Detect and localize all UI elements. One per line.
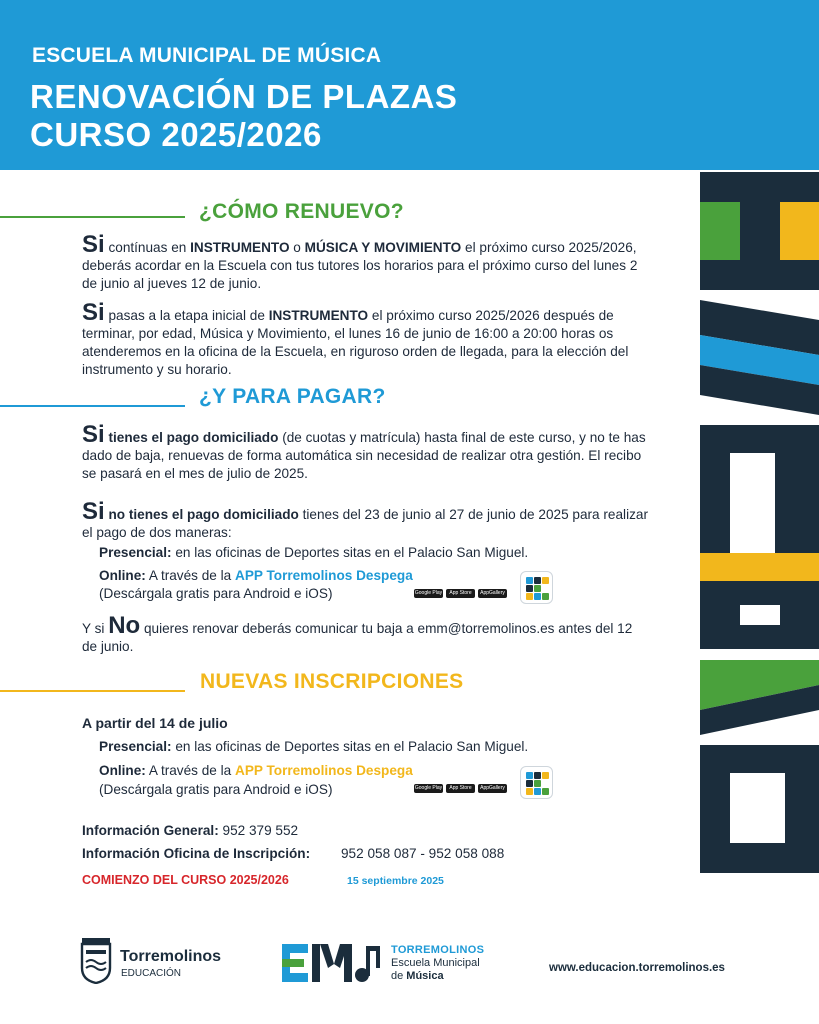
renew-heading: ¿CÓMO RENUEVO?: [199, 200, 404, 223]
renew-heading-rule: [0, 216, 185, 218]
decorative-letters-graphic: [695, 170, 819, 880]
app-icon[interactable]: [520, 766, 553, 799]
new-download-note: (Descárgala gratis para Android e iOS): [99, 782, 333, 797]
renew-paragraph-2: Si pasas a la etapa inicial de INSTRUMENTO el próximo curso 2025/2026 después de terminar, por edad, Música y Movimiento, el lunes 16 de junio de 16:00 a 20:00 horas os atenderemos en la oficina de la Escuela, en riguroso orden de llegada, para la elección del instrumento y su horario.: [82, 299, 629, 377]
app-store-badge[interactable]: App Store: [446, 589, 475, 598]
pay-paragraph-1: Si tienes el pago domiciliado (de cuotas y matrícula) hasta final de este curso, y no te has dado de baja, renuevas de forma automática sin necesidad de realizar otra gestión. El recibo se pasará en el mes de julio de 2025.: [82, 421, 646, 481]
new-presencial: Presencial: en las oficinas de Deportes sitas en el Palacio San Miguel.: [99, 739, 529, 754]
new-heading: NUEVAS INSCRIPCIONES: [200, 670, 464, 693]
course-start-label: COMIENZO DEL CURSO 2025/2026: [82, 873, 289, 887]
google-play-badge[interactable]: Google Play: [414, 590, 443, 596]
app-store-badge[interactable]: App Store: [446, 784, 475, 793]
new-app-link[interactable]: APP Torremolinos Despega: [235, 763, 413, 778]
torremolinos-crest-icon: [80, 938, 112, 984]
app-gallery-badge[interactable]: AppGallery: [478, 589, 507, 598]
course-start-date: 15 septiembre 2025: [347, 875, 444, 887]
website-link[interactable]: www.educacion.torremolinos.es: [549, 962, 725, 974]
pay-presencial: Presencial: en las oficinas de Deportes sitas en el Palacio San Miguel.: [99, 545, 529, 560]
torremolinos-logo-sub: EDUCACIÓN: [121, 968, 182, 979]
new-from-date: A partir del 14 de julio: [82, 715, 228, 731]
google-play-badge[interactable]: Google Play: [414, 785, 443, 791]
app-icon[interactable]: [520, 571, 553, 604]
emm-logo-mid: Escuela Municipal: [391, 957, 480, 969]
pay-heading-rule: [0, 405, 185, 407]
header-banner: [0, 0, 819, 170]
emm-logo-mark: [282, 944, 382, 982]
side-decorative-graphic: [695, 170, 819, 880]
pay-paragraph-2: Si no tienes el pago domiciliado tienes del 23 de junio al 27 de junio de 2025 para realizar el pago de dos maneras:: [82, 498, 648, 540]
info-office-phones: 952 058 087 - 952 058 088: [341, 846, 505, 861]
page-title-line1: RENOVACIÓN DE PLAZAS: [30, 78, 458, 115]
page-title-line2: CURSO 2025/2026: [30, 116, 322, 153]
pay-app-link[interactable]: APP Torremolinos Despega: [235, 568, 413, 583]
pay-download-note: (Descárgala gratis para Android e iOS): [99, 586, 333, 601]
renew-paragraph-1: Si contínuas en INSTRUMENTO o MÚSICA Y MOVIMIENTO el próximo curso 2025/2026, deberás acordar en la Escuela con tus tutores los horarios para el próximo curso del lunes 2 de junio al jueves 12 de junio.: [82, 231, 638, 291]
new-heading-rule: [0, 690, 185, 692]
pay-online: Online: A través de la APP Torremolinos Despega: [99, 568, 413, 583]
new-online: Online: A través de la APP Torremolinos Despega: [99, 763, 413, 778]
emm-logo-top: TORREMOLINOS: [391, 944, 485, 956]
pay-heading: ¿Y PARA PAGAR?: [199, 385, 386, 408]
app-gallery-badge[interactable]: AppGallery: [478, 784, 507, 793]
pay-paragraph-3: Y si No quieres renovar deberás comunicar tu baja a emm@torremolinos.es antes del 12 de junio.: [82, 612, 633, 654]
torremolinos-logo-name: Torremolinos: [120, 948, 222, 965]
emm-logo-bottom: de Música: [391, 970, 444, 982]
info-office: Información Oficina de Inscripción:: [82, 846, 311, 861]
pay-store-badges: [414, 589, 507, 598]
info-general: Información General: 952 379 552: [82, 823, 299, 838]
new-store-badges: [414, 784, 507, 793]
school-name: ESCUELA MUNICIPAL DE MÚSICA: [32, 44, 382, 67]
